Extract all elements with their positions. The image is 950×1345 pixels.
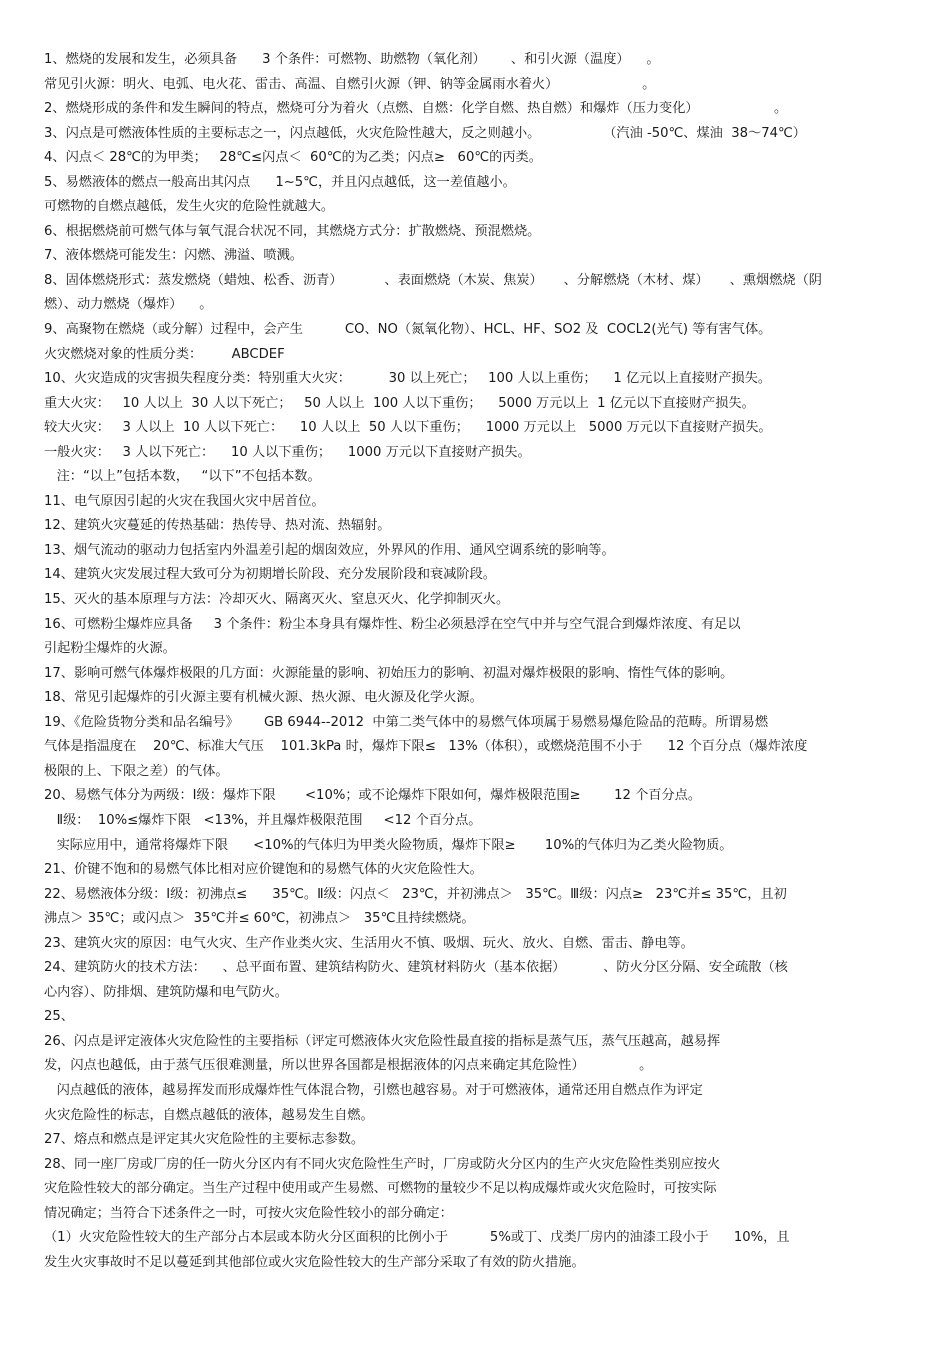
text-line: 22、易燃液体分级：Ⅰ级：初沸点≤ 35℃。Ⅱ级：闪点＜ 23℃，并初沸点＞ 35℃。Ⅲ级：闪点≥ 23℃并≤ 35℃，且初 bbox=[44, 886, 787, 902]
text-line: 火灾燃烧对象的性质分类： ABCDEF bbox=[44, 346, 285, 362]
text-line: 一般火灾： 3 人以下死亡： 10 人以下重伤； 1000 万元以下直接财产损失。 bbox=[44, 444, 531, 460]
text-line: 16、可燃粉尘爆炸应具备 3 个条件：粉尘本身具有爆炸性、粉尘必须悬浮在空气中并与空气混合到爆炸浓度、有足以 bbox=[44, 616, 741, 632]
text-line: 8、固体燃烧形式：蒸发燃烧（蜡烛、松香、沥青） 、表面燃烧（木炭、焦炭） 、分解燃烧（木材、煤） 、熏烟燃烧（阴 bbox=[44, 272, 822, 288]
text-line: 3、闪点是可燃液体性质的主要标志之一，闪点越低，火灾危险性越大，反之则越小。 （汽油 -50℃、煤油 38～74℃） bbox=[44, 125, 806, 141]
text-line: 常见引火源：明火、电弧、电火花、雷击、高温、自燃引火源（钾、钠等金属雨水着火） 。 bbox=[44, 76, 656, 92]
text-line: 心内容）、防排烟、建筑防爆和电气防火。 bbox=[44, 984, 288, 1000]
text-line: 10、火灾造成的灾害损失程度分类：特别重大火灾： 30 以上死亡； 100 人以上重伤； 1 亿元以上直接财产损失。 bbox=[44, 371, 772, 387]
document-body bbox=[44, 48, 906, 1275]
text-line: 24、建筑防火的技术方法： 、总平面布置、建筑结构防火、建筑材料防火（基本依据） 、防火分区分隔、安全疏散（核 bbox=[44, 960, 788, 976]
text-line: 19、《危险货物分类和品名编号》 GB 6944--2012 中第二类气体中的易燃气体项属于易燃易爆危险品的范畴。所谓易燃 bbox=[44, 714, 769, 730]
text-line: 15、灭火的基本原理与方法：冷却灭火、隔离灭火、窒息灭火、化学抑制灭火。 bbox=[44, 592, 510, 608]
text-line: 1、燃烧的发展和发生，必须具备 3 个条件：可燃物、助燃物（氧化剂） 、和引火源（温度） 。 bbox=[44, 52, 660, 67]
text-line: 13、烟气流动的驱动力包括室内外温差引起的烟囱效应，外界风的作用、通风空调系统的影响等。 bbox=[44, 542, 615, 558]
text-line: 气体是指温度在 20℃、标准大气压 101.3kPa 时，爆炸下限≤ 13%（体积），或燃烧范围不小于 12 个百分点（爆炸浓度 bbox=[44, 739, 808, 755]
text-line: 2、燃烧形成的条件和发生瞬间的特点，燃烧可分为着火（点燃、自燃：化学自燃、热自燃）和爆炸（压力变化） 。 bbox=[44, 101, 788, 117]
text-line: 燃）、动力燃烧（爆炸） 。 bbox=[44, 297, 213, 313]
text-line: 27、熔点和燃点是评定其火灾危险性的主要标志参数。 bbox=[44, 1132, 365, 1148]
text-line: 可燃物的自燃点越低，发生火灾的危险性就越大。 bbox=[44, 199, 335, 215]
text-line: 25、 bbox=[44, 1009, 74, 1025]
text-line: 11、电气原因引起的火灾在我国火灾中居首位。 bbox=[44, 493, 325, 509]
text-line: 18、常见引起爆炸的引火源主要有机械火源、热火源、电火源及化学火源。 bbox=[44, 690, 483, 706]
text-line: 12、建筑火灾蔓延的传热基础：热传导、热对流、热辐射。 bbox=[44, 518, 391, 534]
text-line: 注：“以上”包括本数， “以下”不包括本数。 bbox=[44, 469, 321, 485]
text-line: 21、价键不饱和的易燃气体比相对应价键饱和的易燃气体的火灾危险性大。 bbox=[44, 862, 483, 878]
text-line: 闪点越低的液体，越易挥发而形成爆炸性气体混合物，引燃也越容易。对于可燃液体，通常还用自燃点作为评定 bbox=[44, 1082, 703, 1098]
text-line: 情况确定；当符合下述条件之一时，可按火灾危险性较小的部分确定： bbox=[44, 1205, 453, 1221]
text-line: 极限的上、下限之差）的气体。 bbox=[44, 763, 229, 779]
text-line: 引起粉尘爆炸的火源。 bbox=[44, 641, 176, 657]
text-line: 17、影响可燃气体爆炸极限的几方面：火源能量的影响、初始压力的影响、初温对爆炸极限的影响、惰性气体的影响。 bbox=[44, 665, 734, 681]
text-line: 6、根据燃烧前可燃气体与氧气混合状况不同，其燃烧方式分：扩散燃烧、预混燃烧。 bbox=[44, 223, 541, 239]
text-line: 9、高聚物在燃烧（或分解）过程中，会产生 CO、NO（氮氧化物）、HCL、HF、SO2 及 COCL2(光气) 等有害气体。 bbox=[44, 322, 772, 338]
text-line: 实际应用中，通常将爆炸下限 <10%的气体归为甲类火险物质，爆炸下限≥ 10%的气体归为乙类火险物质。 bbox=[44, 837, 733, 853]
text-line: 发生火灾事故时不足以蔓延到其他部位或火灾危险性较大的生产部分采取了有效的防火措施。 bbox=[44, 1254, 585, 1270]
text-line: 14、建筑火灾发展过程大致可分为初期增长阶段、充分发展阶段和衰减阶段。 bbox=[44, 567, 496, 583]
text-line: 20、易燃气体分为两级：Ⅰ级：爆炸下限 <10%；或不论爆炸下限如何，爆炸极限范围≥ 12 个百分点。 bbox=[44, 788, 702, 804]
text-line: 28、同一座厂房或厂房的任一防火分区内有不同火灾危险性生产时，厂房或防火分区内的生产火灾危险性类别应按火 bbox=[44, 1156, 721, 1172]
text-line: （1）火灾危险性较大的生产部分占本层或本防火分区面积的比例小于 5%或丁、戊类厂房内的油漆工段小于 10%，且 bbox=[44, 1230, 790, 1246]
text-line: 4、闪点＜ 28℃的为甲类； 28℃≤闪点＜ 60℃的为乙类；闪点≥ 60℃的丙类。 bbox=[44, 150, 542, 166]
text-line: 重大火灾： 10 人以上 30 人以下死亡； 50 人以上 100 人以下重伤； 5000 万元以上 1 亿元以下直接财产损失。 bbox=[44, 395, 755, 411]
text-line: 5、易燃液体的燃点一般高出其闪点 1~5℃，并且闪点越低，这一差值越小。 bbox=[44, 174, 516, 190]
text-line: 23、建筑火灾的原因：电气火灾、生产作业类火灾、生活用火不慎、吸烟、玩火、放火、自燃、雷击、静电等。 bbox=[44, 935, 694, 951]
text-line: Ⅱ级： 10%≤爆炸下限 <13%，并且爆炸极限范围 <12 个百分点。 bbox=[44, 812, 482, 828]
text-line: 沸点＞ 35℃；或闪点＞ 35℃并≤ 60℃，初沸点＞ 35℃且持续燃烧。 bbox=[44, 911, 475, 927]
text-line: 26、闪点是评定液体火灾危险性的主要指标（评定可燃液体火灾危险性最直接的指标是蒸气压，蒸气压越高，越易挥 bbox=[44, 1033, 721, 1049]
text-line: 较大火灾： 3 人以上 10 人以下死亡： 10 人以上 50 人以下重伤； 1000 万元以上 5000 万元以下直接财产损失。 bbox=[44, 420, 772, 436]
text-line: 发，闪点也越低，由于蒸气压很难测量，所以世界各国都是根据液体的闪点来确定其危险性） 。 bbox=[44, 1058, 653, 1074]
text-line: 灾危险性较大的部分确定。当生产过程中使用或产生易燃、可燃物的量较少不足以构成爆炸或火灾危险时，可按实际 bbox=[44, 1181, 717, 1197]
text-line: 7、液体燃烧可能发生：闪燃、沸溢、喷溅。 bbox=[44, 248, 303, 264]
text-line: 火灾危险性的标志，自燃点越低的液体，越易发生自燃。 bbox=[44, 1107, 374, 1123]
